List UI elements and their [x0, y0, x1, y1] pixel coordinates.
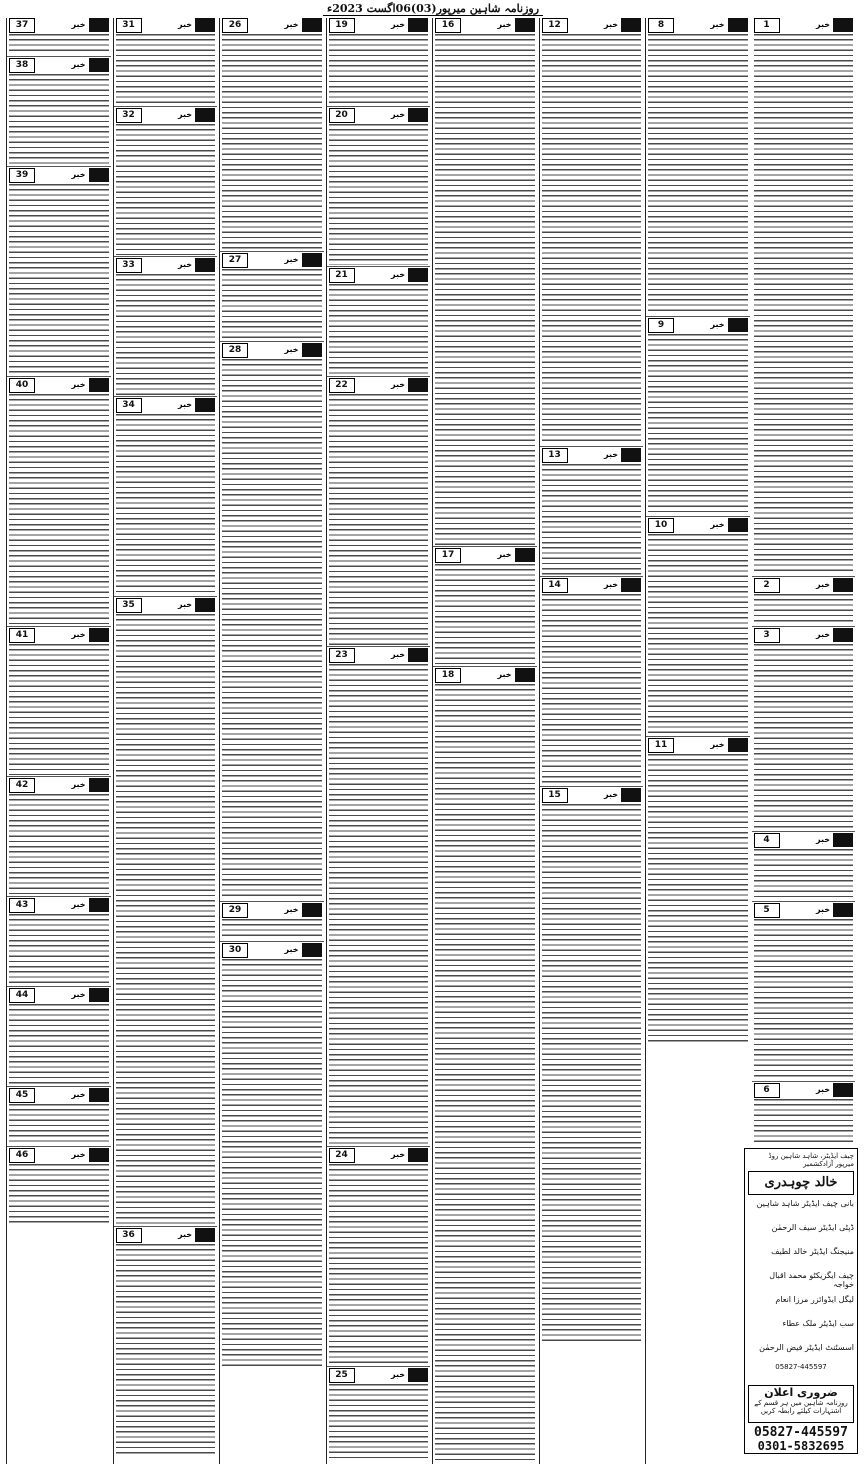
- news-tag: [282, 903, 322, 917]
- news-text-block: [754, 594, 854, 625]
- news-item: [648, 518, 748, 735]
- masthead-logo: خالد چوہدری: [748, 1171, 854, 1195]
- masthead-row-1: ڈپٹی ایڈیٹر سیف الرحمٰن: [771, 1223, 854, 1232]
- news-divider: [7, 56, 111, 57]
- news-divider: [220, 341, 324, 342]
- news-tag: [69, 988, 109, 1002]
- news-text-block: [222, 959, 322, 1370]
- news-tag-label: خبر: [175, 258, 195, 272]
- news-item-number: 19: [329, 18, 355, 33]
- news-item: [329, 1368, 429, 1461]
- news-tag-label: خبر: [388, 378, 408, 392]
- news-divider: [646, 736, 750, 737]
- news-tag-label: خبر: [175, 1228, 195, 1242]
- news-text-block: [9, 1104, 109, 1145]
- news-divider: [220, 941, 324, 942]
- news-text-block: [329, 284, 429, 375]
- masthead-address: چیف ایڈیٹر، شاہد شاہین روڈ میرپور آزادکشمیر: [768, 1152, 854, 1168]
- news-item-number: 16: [435, 18, 461, 33]
- news-divider: [114, 396, 218, 397]
- news-tag-label: خبر: [69, 378, 89, 392]
- news-tag: [282, 253, 322, 267]
- news-item-number: 8: [648, 18, 674, 33]
- news-item-number: 20: [329, 108, 355, 123]
- news-item-number: 29: [222, 903, 248, 918]
- news-tag-label: خبر: [708, 518, 728, 532]
- news-columns: [6, 18, 858, 1464]
- news-tag: [282, 343, 322, 357]
- news-item-number: 9: [648, 318, 674, 333]
- news-tag-label: خبر: [388, 268, 408, 282]
- news-tag-label: خبر: [388, 1368, 408, 1382]
- news-text-block: [648, 34, 748, 315]
- news-tag: [69, 168, 109, 182]
- news-item: [329, 268, 429, 375]
- news-tag: [175, 258, 215, 272]
- news-item: [542, 18, 642, 445]
- news-item-number: 11: [648, 738, 674, 753]
- news-divider: [752, 831, 856, 832]
- news-tag-label: خبر: [813, 628, 833, 642]
- news-tag-label: خبر: [813, 18, 833, 32]
- news-divider: [220, 251, 324, 252]
- news-item: [754, 628, 854, 830]
- news-tag-label: خبر: [813, 833, 833, 847]
- news-tag-label: خبر: [388, 18, 408, 32]
- news-item: [222, 903, 322, 940]
- news-divider: [114, 1226, 218, 1227]
- news-tag-label: خبر: [69, 1148, 89, 1162]
- news-tag: [388, 268, 428, 282]
- news-item-number: 40: [9, 378, 35, 393]
- news-divider: [7, 896, 111, 897]
- news-item-number: 13: [542, 448, 568, 463]
- news-text-block: [754, 644, 854, 830]
- news-tag: [601, 578, 641, 592]
- news-divider: [7, 776, 111, 777]
- news-text-block: [435, 684, 535, 1461]
- news-tag: [813, 833, 853, 847]
- news-tag-label: خبر: [69, 18, 89, 32]
- news-tag: [175, 18, 215, 32]
- news-item-number: 41: [9, 628, 35, 643]
- news-text-block: [116, 274, 216, 395]
- news-item: [9, 1148, 109, 1225]
- news-text-block: [9, 394, 109, 625]
- news-item-number: 18: [435, 668, 461, 683]
- news-tag: [388, 1148, 428, 1162]
- news-item: [435, 668, 535, 1461]
- news-item: [329, 378, 429, 645]
- news-item: [648, 318, 748, 515]
- news-item-number: 33: [116, 258, 142, 273]
- news-text-block: [542, 464, 642, 575]
- news-column: [539, 18, 644, 1464]
- news-item-number: 25: [329, 1368, 355, 1383]
- news-text-block: [116, 124, 216, 255]
- news-item: [9, 378, 109, 625]
- news-tag: [282, 18, 322, 32]
- news-text-block: [9, 794, 109, 895]
- phone-1: 05827-445597: [754, 1425, 848, 1440]
- news-column: [326, 18, 431, 1464]
- news-text-block: [435, 34, 535, 545]
- news-item-number: 32: [116, 108, 142, 123]
- news-column: [219, 18, 324, 1464]
- news-tag: [601, 788, 641, 802]
- news-item: [329, 1148, 429, 1365]
- news-divider: [327, 266, 431, 267]
- news-divider: [752, 901, 856, 902]
- news-text-block: [116, 414, 216, 595]
- masthead-row-3: چیف ایگزیکٹو محمد اقبال خواجہ: [769, 1271, 854, 1289]
- news-tag-label: خبر: [388, 1148, 408, 1162]
- news-text-block: [9, 1164, 109, 1225]
- news-item-number: 23: [329, 648, 355, 663]
- news-tag-label: خبر: [69, 1088, 89, 1102]
- news-text-block: [329, 1384, 429, 1461]
- news-text-block: [754, 34, 854, 575]
- news-tag: [495, 18, 535, 32]
- news-divider: [646, 316, 750, 317]
- news-tag-label: خبر: [69, 778, 89, 792]
- news-tag-label: خبر: [601, 788, 621, 802]
- news-item: [9, 628, 109, 775]
- news-tag-label: خبر: [175, 598, 195, 612]
- news-divider: [114, 596, 218, 597]
- news-divider: [327, 1146, 431, 1147]
- news-item-number: 36: [116, 1228, 142, 1243]
- news-item: [116, 398, 216, 595]
- news-item-number: 26: [222, 18, 248, 33]
- notice-title: ضروری اعلان: [764, 1386, 838, 1399]
- news-tag-label: خبر: [813, 1083, 833, 1097]
- news-tag-label: خبر: [69, 988, 89, 1002]
- news-column: [432, 18, 537, 1464]
- news-column: [6, 18, 111, 1464]
- news-tag: [495, 548, 535, 562]
- news-item: [116, 258, 216, 395]
- news-tag-label: خبر: [175, 108, 195, 122]
- news-item: [648, 18, 748, 315]
- news-divider: [114, 256, 218, 257]
- news-item-number: 10: [648, 518, 674, 533]
- news-column: [645, 18, 750, 1464]
- news-item-number: 38: [9, 58, 35, 73]
- news-item-number: 17: [435, 548, 461, 563]
- news-item-number: 22: [329, 378, 355, 393]
- news-tag: [69, 58, 109, 72]
- news-column: [113, 18, 218, 1464]
- news-text-block: [754, 1099, 854, 1143]
- news-divider: [7, 986, 111, 987]
- news-tag: [282, 943, 322, 957]
- news-tag: [69, 18, 109, 32]
- news-tag-label: خبر: [282, 18, 302, 32]
- news-text-block: [116, 614, 216, 1225]
- news-text-block: [329, 34, 429, 105]
- news-tag-label: خبر: [69, 628, 89, 642]
- news-divider: [327, 376, 431, 377]
- news-tag: [69, 1088, 109, 1102]
- news-tag: [175, 108, 215, 122]
- news-item-number: 24: [329, 1148, 355, 1163]
- news-text-block: [754, 849, 854, 900]
- news-tag: [813, 1083, 853, 1097]
- news-tag: [388, 108, 428, 122]
- news-item: [9, 778, 109, 895]
- news-divider: [752, 1081, 856, 1082]
- news-tag-label: خبر: [175, 18, 195, 32]
- news-text-block: [116, 34, 216, 105]
- news-item-number: 4: [754, 833, 780, 848]
- news-text-block: [648, 334, 748, 515]
- page-header-title: روزنامہ شاہین میرپور(03)06اگست 2023ء: [323, 2, 543, 16]
- news-divider: [540, 576, 644, 577]
- news-tag-label: خبر: [69, 898, 89, 912]
- news-tag-label: خبر: [708, 18, 728, 32]
- news-tag: [388, 378, 428, 392]
- news-tag: [708, 18, 748, 32]
- news-item-number: 43: [9, 898, 35, 913]
- news-item-number: 34: [116, 398, 142, 413]
- news-item-number: 15: [542, 788, 568, 803]
- news-text-block: [9, 644, 109, 775]
- news-text-block: [222, 269, 322, 340]
- page-header: [0, 2, 866, 16]
- news-divider: [114, 106, 218, 107]
- news-item: [329, 108, 429, 265]
- news-tag-label: خبر: [175, 398, 195, 412]
- news-item: [754, 578, 854, 625]
- news-item: [754, 1083, 854, 1143]
- news-tag: [708, 518, 748, 532]
- news-tag-label: خبر: [282, 253, 302, 267]
- news-divider: [433, 666, 537, 667]
- news-item-number: 14: [542, 578, 568, 593]
- news-item: [9, 18, 109, 55]
- news-item-number: 37: [9, 18, 35, 33]
- news-tag-label: خبر: [388, 108, 408, 122]
- news-text-block: [648, 534, 748, 735]
- news-item: [329, 648, 429, 1145]
- news-divider: [7, 1146, 111, 1147]
- news-tag: [388, 18, 428, 32]
- news-text-block: [648, 754, 748, 1045]
- news-item: [222, 253, 322, 340]
- masthead-row-5: سب ایڈیٹر ملک عطاء: [782, 1319, 854, 1328]
- news-tag: [813, 18, 853, 32]
- notice-text: روزنامہ شاہین میں ہر قسم کے اشتہارات کیلئے رابطہ کریں: [754, 1399, 848, 1415]
- news-item-number: 35: [116, 598, 142, 613]
- news-tag: [495, 668, 535, 682]
- news-item: [222, 18, 322, 250]
- news-text-block: [9, 1004, 109, 1085]
- news-divider: [7, 626, 111, 627]
- news-tag-label: خبر: [282, 943, 302, 957]
- notice-box: [748, 1385, 854, 1423]
- news-item-number: 46: [9, 1148, 35, 1163]
- news-tag-label: خبر: [69, 168, 89, 182]
- news-text-block: [222, 359, 322, 900]
- news-text-block: [754, 919, 854, 1080]
- news-item-number: 2: [754, 578, 780, 593]
- news-item: [435, 18, 535, 545]
- news-divider: [540, 786, 644, 787]
- news-item: [542, 578, 642, 785]
- news-tag-label: خبر: [708, 738, 728, 752]
- news-item-number: 27: [222, 253, 248, 268]
- masthead-row-4: لیگل ایڈوائزر مرزا انعام: [775, 1295, 854, 1304]
- news-tag: [175, 398, 215, 412]
- news-item: [9, 988, 109, 1085]
- news-divider: [327, 106, 431, 107]
- news-item-number: 45: [9, 1088, 35, 1103]
- news-text-block: [9, 34, 109, 55]
- news-text-block: [9, 914, 109, 985]
- news-item: [116, 598, 216, 1225]
- news-divider: [327, 1366, 431, 1367]
- news-item-number: 5: [754, 903, 780, 918]
- news-item: [9, 898, 109, 985]
- news-item-number: 12: [542, 18, 568, 33]
- news-divider: [433, 546, 537, 547]
- news-item: [116, 1228, 216, 1455]
- news-text-block: [329, 124, 429, 265]
- news-tag: [708, 318, 748, 332]
- news-item-number: 3: [754, 628, 780, 643]
- news-item: [116, 108, 216, 255]
- news-item: [754, 833, 854, 900]
- news-tag-label: خبر: [495, 548, 515, 562]
- news-tag: [601, 18, 641, 32]
- news-tag-label: خبر: [708, 318, 728, 332]
- news-item: [222, 343, 322, 900]
- news-tag: [813, 903, 853, 917]
- news-text-block: [435, 564, 535, 665]
- masthead-row-6: اسسٹنٹ ایڈیٹر فیض الرحمٰن: [759, 1343, 854, 1352]
- news-tag-label: خبر: [601, 448, 621, 462]
- masthead-phone-top: 05827-445597: [775, 1363, 827, 1371]
- news-tag: [708, 738, 748, 752]
- news-tag-label: خبر: [388, 648, 408, 662]
- news-item-number: 21: [329, 268, 355, 283]
- news-tag: [69, 628, 109, 642]
- masthead-row-2: منیجنگ ایڈیٹر خالد لطیف: [771, 1247, 854, 1256]
- news-item: [542, 448, 642, 575]
- news-divider: [7, 1086, 111, 1087]
- news-text-block: [116, 1244, 216, 1455]
- news-item-number: 44: [9, 988, 35, 1003]
- news-tag-label: خبر: [601, 578, 621, 592]
- news-item: [329, 18, 429, 105]
- news-item-number: 30: [222, 943, 248, 958]
- news-item: [116, 18, 216, 105]
- news-item: [9, 168, 109, 375]
- news-divider: [7, 166, 111, 167]
- news-item: [754, 903, 854, 1080]
- news-text-block: [542, 594, 642, 785]
- news-tag: [388, 648, 428, 662]
- news-tag-label: خبر: [813, 903, 833, 917]
- news-tag: [69, 898, 109, 912]
- phone-2: 0301-5832695: [757, 1439, 845, 1453]
- news-item-number: 1: [754, 18, 780, 33]
- news-item-number: 39: [9, 168, 35, 183]
- news-text-block: [222, 919, 322, 940]
- news-item: [222, 943, 322, 1370]
- news-item: [542, 788, 642, 1345]
- news-divider: [646, 516, 750, 517]
- news-tag: [69, 378, 109, 392]
- news-divider: [540, 446, 644, 447]
- news-text-block: [329, 664, 429, 1145]
- news-text-block: [329, 394, 429, 645]
- news-item-number: 28: [222, 343, 248, 358]
- news-tag: [69, 778, 109, 792]
- news-tag: [175, 598, 215, 612]
- news-divider: [752, 576, 856, 577]
- news-item: [9, 1088, 109, 1145]
- news-item: [754, 18, 854, 575]
- news-tag: [813, 578, 853, 592]
- news-item-number: 42: [9, 778, 35, 793]
- news-tag-label: خبر: [282, 903, 302, 917]
- news-tag: [813, 628, 853, 642]
- news-divider: [327, 646, 431, 647]
- masthead-box: [744, 1148, 858, 1454]
- news-tag-label: خبر: [495, 18, 515, 32]
- news-item: [9, 58, 109, 165]
- news-text-block: [9, 74, 109, 165]
- news-divider: [220, 901, 324, 902]
- news-tag: [601, 448, 641, 462]
- news-text-block: [542, 34, 642, 445]
- news-text-block: [9, 184, 109, 375]
- news-tag-label: خبر: [495, 668, 515, 682]
- news-item-number: 6: [754, 1083, 780, 1098]
- news-tag: [175, 1228, 215, 1242]
- masthead-row-0: بانی چیف ایڈیٹر شاہد شاہین: [756, 1199, 854, 1208]
- news-tag: [69, 1148, 109, 1162]
- news-item: [435, 548, 535, 665]
- news-tag-label: خبر: [69, 58, 89, 72]
- news-tag-label: خبر: [813, 578, 833, 592]
- news-text-block: [222, 34, 322, 250]
- news-item-number: 31: [116, 18, 142, 33]
- news-item: [648, 738, 748, 1045]
- news-divider: [752, 626, 856, 627]
- news-text-block: [542, 804, 642, 1345]
- news-divider: [7, 376, 111, 377]
- news-text-block: [329, 1164, 429, 1365]
- news-tag: [388, 1368, 428, 1382]
- news-tag-label: خبر: [282, 343, 302, 357]
- news-tag-label: خبر: [601, 18, 621, 32]
